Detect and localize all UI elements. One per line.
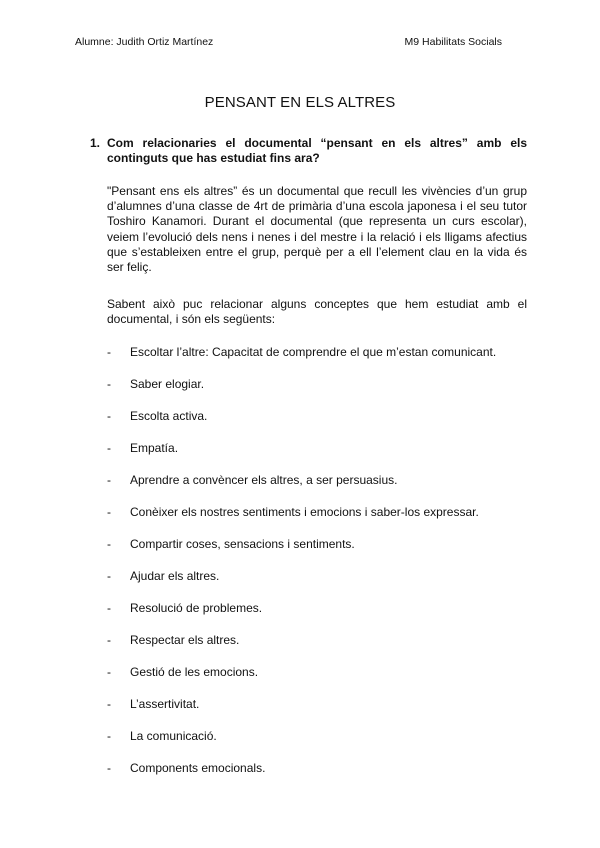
bullet-dash: - bbox=[107, 729, 111, 743]
list-item bbox=[107, 537, 527, 552]
list-item-text: Components emocionals. bbox=[130, 761, 266, 775]
list-item bbox=[107, 377, 527, 392]
list-item-text: Compartir coses, sensacions i sentiments. bbox=[130, 537, 355, 551]
bullet-dash: - bbox=[107, 441, 111, 455]
paragraph-concepts-lead: Sabent això puc relacionar alguns conceptes que hem estudiat amb el documental, i són els següents: bbox=[107, 297, 527, 327]
question-number: 1. bbox=[90, 136, 101, 150]
list-item bbox=[107, 697, 527, 712]
list-item bbox=[107, 409, 527, 424]
bullet-dash: - bbox=[107, 601, 111, 615]
page-header bbox=[75, 35, 502, 49]
bullet-dash: - bbox=[107, 345, 111, 359]
header-course-name: M9 Habilitats Socials bbox=[404, 36, 502, 48]
list-item-text: Ajudar els altres. bbox=[130, 569, 220, 583]
bullet-dash: - bbox=[107, 633, 111, 647]
list-item-text: Aprendre a convèncer els altres, a ser persuasius. bbox=[130, 473, 398, 487]
paragraph-intro: "Pensant ens els altres” és un documental que recull les vivències d’un grup d’alumnes d’una classe de 4rt de primària d’una escola japonesa i el seu tutor Toshiro Kanamori. Durant el documental (que representa un curs escolar), veiem l’evolució dels nens i nenes i del mestre i la relació i els lligams afectius que s’estableixen entre el grup, perquè per a ell l’element clau en la vida és ser feliç. bbox=[107, 184, 527, 275]
bullet-dash: - bbox=[107, 761, 111, 775]
bullet-dash: - bbox=[107, 473, 111, 487]
bullet-dash: - bbox=[107, 409, 111, 423]
list-item bbox=[107, 729, 527, 744]
list-item bbox=[107, 345, 527, 360]
question-1 bbox=[90, 136, 527, 166]
bullet-dash: - bbox=[107, 665, 111, 679]
list-item-text: Escoltar l’altre: Capacitat de comprendre el que m’estan comunicant. bbox=[130, 345, 497, 359]
bullet-dash: - bbox=[107, 505, 111, 519]
bullet-dash: - bbox=[107, 697, 111, 711]
list-item bbox=[107, 665, 527, 680]
list-item bbox=[107, 761, 527, 776]
list-item-text: L’assertivitat. bbox=[130, 697, 200, 711]
list-item bbox=[107, 441, 527, 456]
list-item bbox=[107, 569, 527, 584]
list-item-text: Gestió de les emocions. bbox=[130, 665, 259, 679]
bullet-dash: - bbox=[107, 377, 111, 391]
question-text: Com relacionaries el documental “pensant en els altres” amb els continguts que has estudiat fins ara? bbox=[107, 136, 527, 165]
list-item-text: Conèixer els nostres sentiments i emocions i saber-los expressar. bbox=[130, 505, 479, 519]
header-student-name: Alumne: Judith Ortiz Martínez bbox=[75, 36, 214, 48]
list-item bbox=[107, 633, 527, 648]
bullet-dash: - bbox=[107, 537, 111, 551]
document-title: PENSANT EN ELS ALTRES bbox=[204, 94, 396, 111]
list-item bbox=[107, 601, 527, 616]
list-item-text: Empatía. bbox=[130, 441, 179, 455]
concept-list bbox=[107, 345, 527, 793]
list-item-text: Respectar els altres. bbox=[130, 633, 240, 647]
list-item-text: La comunicació. bbox=[130, 729, 217, 743]
list-item-text: Saber elogiar. bbox=[130, 377, 205, 391]
list-item bbox=[107, 473, 527, 488]
list-item bbox=[107, 505, 527, 520]
list-item-text: Resolució de problemes. bbox=[130, 601, 263, 615]
list-item-text: Escolta activa. bbox=[130, 409, 208, 423]
bullet-dash: - bbox=[107, 569, 111, 583]
